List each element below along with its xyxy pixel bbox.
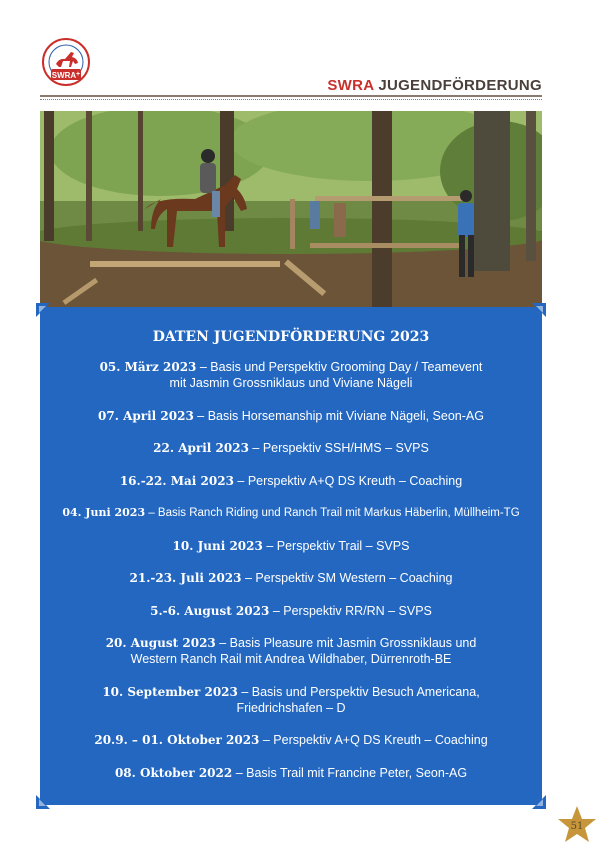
corner-ornament-icon xyxy=(36,303,50,317)
page-number: 51 xyxy=(570,821,584,832)
event-item xyxy=(40,603,542,619)
event-item xyxy=(40,635,542,667)
header-rule xyxy=(40,95,542,97)
event-text: – Perspektiv A+Q DS Kreuth – Coaching xyxy=(259,733,488,747)
events-panel xyxy=(40,307,542,805)
header-brand: SWRA xyxy=(327,77,374,94)
event-item xyxy=(40,732,542,748)
event-item xyxy=(40,538,542,554)
logo-text: SWRA xyxy=(51,71,77,80)
event-item xyxy=(40,408,542,424)
event-text: – Perspektiv SM Western – Coaching xyxy=(241,571,453,585)
event-text-line2: Friedrichshafen – D xyxy=(236,700,346,715)
header-rule-dotted xyxy=(40,99,542,100)
event-text: – Perspektiv Trail – SVPS xyxy=(262,538,410,553)
logo-plus: + xyxy=(75,71,81,78)
event-item xyxy=(40,440,542,456)
event-date: 10. Juni 2023 xyxy=(172,538,263,553)
event-text: – Perspektiv A+Q DS Kreuth – Coaching xyxy=(233,473,463,488)
event-text-line2: mit Jasmin Grossniklaus und Viviane Nägeli xyxy=(169,376,413,390)
event-text: – Basis und Perspektiv Grooming Day / Teamevent xyxy=(196,360,483,374)
event-text-line2: Western Ranch Rail mit Andrea Wildhaber, Dürrenroth-BE xyxy=(130,652,452,666)
event-text: – Perspektiv RR/RN – SVPS xyxy=(269,603,432,618)
event-list xyxy=(40,359,542,797)
event-date: 08. Oktober 2022 xyxy=(114,765,233,780)
event-item xyxy=(40,684,542,716)
event-date: 07. April 2023 xyxy=(98,408,194,423)
event-item xyxy=(40,359,542,391)
event-item xyxy=(40,473,542,489)
event-date: 20.9. – 01. Oktober 2023 xyxy=(94,733,260,747)
event-text: – Basis Horsemanship mit Viviane Nägeli, Seon-AG xyxy=(193,408,484,423)
header-title-text: JUGENDFÖRDERUNG xyxy=(378,77,542,94)
corner-ornament-icon xyxy=(36,795,50,809)
event-text: – Basis Trail mit Francine Peter, Seon-AG xyxy=(232,765,468,780)
event-item xyxy=(40,570,542,586)
event-date: 16.-22. Mai 2023 xyxy=(119,473,234,488)
event-text: – Basis Ranch Riding und Ranch Trail mit Markus Häberlin, Müllheim-TG xyxy=(145,507,520,519)
corner-ornament-icon xyxy=(532,303,546,317)
event-item xyxy=(40,765,542,781)
event-text: – Perspektiv SSH/HMS – SVPS xyxy=(248,441,429,455)
event-date: 5.-6. August 2023 xyxy=(150,603,270,618)
swra-logo xyxy=(40,38,92,90)
event-text: – Basis und Perspektiv Besuch Americana, xyxy=(237,684,480,699)
event-item xyxy=(40,505,542,521)
page-header-title xyxy=(327,77,542,94)
forest-horse-photo xyxy=(40,111,542,307)
panel-title: DATEN JUGENDFÖRDERUNG 2023 xyxy=(152,329,430,345)
corner-ornament-icon xyxy=(532,795,546,809)
event-date: 05. März 2023 xyxy=(99,360,197,374)
event-date: 22. April 2023 xyxy=(153,441,249,455)
event-date: 21.-23. Juli 2023 xyxy=(129,571,242,585)
event-text: – Basis Pleasure mit Jasmin Grossniklaus und xyxy=(215,636,477,650)
event-date: 04. Juni 2023 xyxy=(62,506,146,519)
event-date: 10. September 2023 xyxy=(102,684,238,699)
event-date: 20. August 2023 xyxy=(105,636,216,650)
